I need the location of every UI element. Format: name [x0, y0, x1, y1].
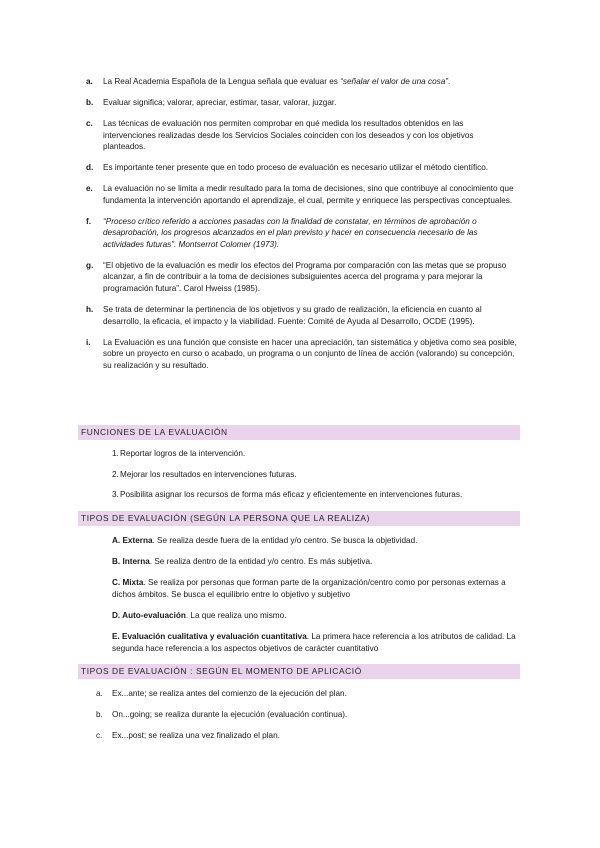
- list-marker: e.: [86, 184, 93, 194]
- list-marker: d.: [86, 163, 94, 173]
- tipos-persona-list: [112, 535, 518, 654]
- definition-text: La Real Academia Española de la Lengua señala que evaluar es “señalar el valor de una cosa”.: [103, 77, 451, 86]
- list-marker: 1.: [112, 449, 119, 458]
- list-item: [112, 469, 517, 481]
- definition-text: Evaluar significa; valorar, apreciar, estimar, tasar, valorar, juzgar.: [103, 97, 337, 107]
- list-marker: f.: [86, 216, 92, 226]
- list-item-text: Ex...post; se realiza una vez finalizado el plan.: [112, 731, 280, 741]
- section-heading-funciones: FUNCIONES DE LA EVALUACIÓN: [78, 425, 520, 440]
- list-marker: 2.: [112, 469, 119, 479]
- definition-text: “El objetivo de la evaluación es medir los efectos del Programa por comparación con las metas que se propuso alcanzar, a fin de contribuir a la toma de decisiones subsiguientes acerca del programa y para mejorar la programación futura”. Carol Hweiss (1985).: [103, 260, 507, 294]
- definition-item: [86, 162, 518, 174]
- list-marker: h.: [86, 305, 94, 315]
- definitions-list: [86, 76, 518, 381]
- list-item: [96, 730, 516, 742]
- list-item-text: Mejorar los resultados en intervenciones futuras.: [120, 469, 297, 479]
- definition-item: [86, 118, 518, 153]
- type-label: D. Auto-evaluación: [112, 610, 186, 620]
- list-item: [112, 631, 518, 654]
- list-marker: a.: [96, 689, 103, 698]
- type-text: . La primera hace referencia a los atributos de calidad. La segunda hace referencia a los aspectos objetivos de carácter cuantitativo: [112, 631, 516, 653]
- type-label: E. Evaluación cualitativa y evaluación cuantitativa: [112, 631, 307, 641]
- list-marker: b.: [86, 97, 94, 107]
- list-item-text: Ex...ante; se realiza antes del comienzo de la ejecución del plan.: [112, 689, 347, 698]
- list-item: [112, 556, 518, 568]
- list-item: [112, 489, 517, 501]
- list-marker: i.: [86, 337, 91, 347]
- tipos-momento-list: [96, 688, 516, 742]
- list-marker: a.: [86, 77, 93, 86]
- type-text: . Se realiza desde fuera de la entidad y/o centro. Se busca la objetividad.: [152, 536, 418, 545]
- type-text: . Se realiza dentro de la entidad y/o centro. Es más subjetiva.: [149, 557, 373, 567]
- section-heading-tipos-momento: TIPOS DE EVALUACIÓN : SEGÚN EL MOMENTO DE APLICACIÓ: [78, 664, 520, 679]
- type-text: . La que realiza uno mismo.: [185, 610, 287, 620]
- definition-text: Se trata de determinar la pertinencia de los objetivos y su grado de realización, la eficiencia en cuanto al desarrollo, la eficacia, el impacto y la viabilidad. Fuente: Comité de Ayuda al Desarrollo, OCDE (1995).: [103, 305, 482, 326]
- definition-item: [86, 260, 518, 295]
- list-marker: 3.: [112, 490, 119, 500]
- list-item-text: On...going; se realiza durante la ejecución (evaluación continua).: [112, 710, 348, 720]
- list-marker: b.: [96, 710, 103, 720]
- list-item: [112, 577, 518, 600]
- definition-text: La Evaluación es una función que consiste en hacer una apreciación, tan sistemática y objetiva como sea posible, sobre un proyecto en curso o acabado, un programa o un conjunto de línea de acción (valorando) su concepción, su realización y su resultado.: [103, 337, 517, 370]
- type-label: C. Mixta: [112, 578, 144, 588]
- list-item: [112, 535, 518, 547]
- definition-text: Las técnicas de evaluación nos permiten comprobar en qué medida los resultados obtenidos en las intervenciones realizadas desde los Servicios Sociales coinciden con los deseados y con los objetivos planteados.: [103, 118, 474, 152]
- definition-text: Es importante tener presente que en todo proceso de evaluación es necesario utilizar el método científico.: [103, 163, 489, 173]
- definition-text: La evaluación no se limita a medir resultado para la toma de decisiones, sino que contribuye al conocimiento que fundamenta la intervención aportando el aprendizaje, el cual, permite y enriquece las perspectivas conceptuales.: [103, 184, 514, 205]
- type-text: . Se realiza por personas que forman parte de la organización/centro como por personas externas a dichos ámbitos. Se busca el equilibrio entre lo objetivo y subjetivo: [112, 578, 506, 599]
- list-item: [112, 448, 517, 460]
- type-label: B. Interna: [112, 557, 150, 567]
- list-marker: c.: [96, 731, 103, 741]
- list-item: [96, 709, 516, 721]
- list-marker: g.: [86, 260, 94, 270]
- list-item-text: Posibilita asignar los recursos de forma más eficaz y eficientemente en intervenciones futuras.: [120, 490, 463, 500]
- definition-item: [86, 183, 518, 206]
- type-label: A. Externa: [112, 536, 153, 545]
- list-marker: c.: [86, 118, 93, 128]
- definition-item: [86, 76, 518, 88]
- definition-item: [86, 304, 518, 327]
- definition-item: [86, 216, 518, 251]
- list-item: [96, 688, 516, 700]
- definition-item: [86, 97, 518, 109]
- definition-text: “Proceso crítico referido a acciones pasadas con la finalidad de constatar, en términos de aprobación o desaprobación, los progresos alcanzados en el plan previsto y hacer en consecuencia necesario de las actividades futuras”. Montserrot Colomer (1973).: [103, 216, 478, 249]
- list-item-text: Reportar logros de la intervención.: [120, 449, 246, 458]
- funciones-list: [112, 448, 517, 501]
- list-item: [112, 610, 518, 622]
- section-heading-tipos-persona: TIPOS DE EVALUACIÓN (SEGÚN LA PERSONA QUE LA REALIZA): [78, 511, 520, 526]
- definition-item: [86, 337, 518, 372]
